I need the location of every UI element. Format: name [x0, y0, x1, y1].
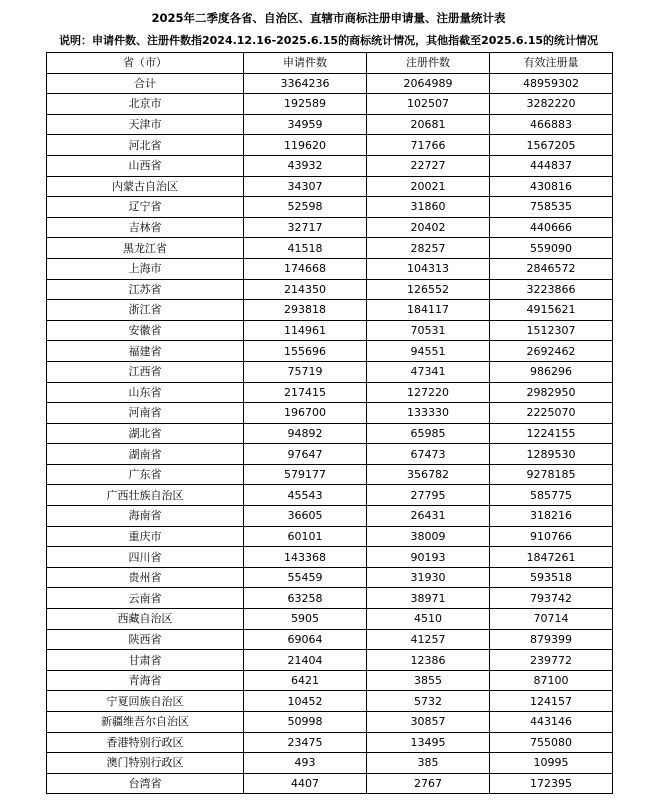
column-header-region: 省（市）	[47, 53, 244, 74]
table-row	[47, 300, 613, 321]
registrations-cell: 2064989	[367, 73, 490, 94]
region-cell: 宁夏回族自治区	[47, 691, 244, 712]
table-row	[47, 732, 613, 753]
applications-cell: 192589	[244, 94, 367, 115]
registrations-cell: 133330	[367, 403, 490, 424]
valid-registrations-cell: 318216	[490, 506, 613, 527]
applications-cell: 60101	[244, 526, 367, 547]
registrations-cell: 71766	[367, 135, 490, 156]
valid-registrations-cell: 2225070	[490, 403, 613, 424]
region-cell: 甘肃省	[47, 650, 244, 671]
region-cell: 上海市	[47, 258, 244, 279]
region-cell: 海南省	[47, 506, 244, 527]
region-cell: 广西壮族自治区	[47, 485, 244, 506]
valid-registrations-cell: 2692462	[490, 341, 613, 362]
registrations-cell: 70531	[367, 320, 490, 341]
table-row	[47, 526, 613, 547]
valid-registrations-cell: 3223866	[490, 279, 613, 300]
registrations-cell: 127220	[367, 382, 490, 403]
registrations-cell: 126552	[367, 279, 490, 300]
valid-registrations-cell: 430816	[490, 176, 613, 197]
registrations-cell: 47341	[367, 361, 490, 382]
region-cell: 黑龙江省	[47, 238, 244, 259]
applications-cell: 293818	[244, 300, 367, 321]
registrations-cell: 184117	[367, 300, 490, 321]
registrations-cell: 356782	[367, 464, 490, 485]
valid-registrations-cell: 70714	[490, 609, 613, 630]
explanatory-note: 说明：申请件数、注册件数指2024.12.16-2025.6.15的商标统计情况，其他指截至2025.6.15的统计情况	[58, 34, 599, 47]
valid-registrations-cell: 879399	[490, 629, 613, 650]
table-row	[47, 279, 613, 300]
valid-registrations-cell: 2982950	[490, 382, 613, 403]
table-body	[47, 73, 613, 794]
table-header-row	[47, 53, 613, 74]
table-row	[47, 403, 613, 424]
applications-cell: 3364236	[244, 73, 367, 94]
table-row	[47, 320, 613, 341]
applications-cell: 63258	[244, 588, 367, 609]
valid-registrations-cell: 758535	[490, 197, 613, 218]
applications-cell: 55459	[244, 567, 367, 588]
region-cell: 云南省	[47, 588, 244, 609]
table-row	[47, 176, 613, 197]
table-row	[47, 155, 613, 176]
table-row	[47, 73, 613, 94]
region-cell: 西藏自治区	[47, 609, 244, 630]
table-row	[47, 609, 613, 630]
valid-registrations-cell: 1567205	[490, 135, 613, 156]
valid-registrations-cell: 172395	[490, 773, 613, 794]
applications-cell: 6421	[244, 670, 367, 691]
table-row	[47, 547, 613, 568]
valid-registrations-cell: 9278185	[490, 464, 613, 485]
registrations-cell: 67473	[367, 444, 490, 465]
registrations-cell: 28257	[367, 238, 490, 259]
table-row	[47, 712, 613, 733]
region-cell: 湖北省	[47, 423, 244, 444]
applications-cell: 52598	[244, 197, 367, 218]
applications-cell: 69064	[244, 629, 367, 650]
region-cell: 台湾省	[47, 773, 244, 794]
registrations-cell: 12386	[367, 650, 490, 671]
table-row	[47, 670, 613, 691]
valid-registrations-cell: 466883	[490, 114, 613, 135]
valid-registrations-cell: 585775	[490, 485, 613, 506]
applications-cell: 45543	[244, 485, 367, 506]
region-cell: 安徽省	[47, 320, 244, 341]
registrations-cell: 38971	[367, 588, 490, 609]
applications-cell: 34307	[244, 176, 367, 197]
table-row	[47, 94, 613, 115]
table-row	[47, 629, 613, 650]
table-row	[47, 423, 613, 444]
registrations-cell: 20402	[367, 217, 490, 238]
applications-cell: 94892	[244, 423, 367, 444]
table-row	[47, 485, 613, 506]
valid-registrations-cell: 559090	[490, 238, 613, 259]
region-cell: 陕西省	[47, 629, 244, 650]
document-title: 2025年二季度各省、自治区、直辖市商标注册申请量、注册量统计表	[151, 11, 506, 25]
applications-cell: 214350	[244, 279, 367, 300]
valid-registrations-cell: 1224155	[490, 423, 613, 444]
applications-cell: 32717	[244, 217, 367, 238]
column-header-registrations: 注册件数	[367, 53, 490, 74]
registrations-cell: 90193	[367, 547, 490, 568]
valid-registrations-cell: 443146	[490, 712, 613, 733]
registrations-cell: 65985	[367, 423, 490, 444]
valid-registrations-cell: 239772	[490, 650, 613, 671]
table-row	[47, 588, 613, 609]
valid-registrations-cell: 1847261	[490, 547, 613, 568]
column-header-valid-registrations: 有效注册量	[490, 53, 613, 74]
region-cell: 吉林省	[47, 217, 244, 238]
registrations-cell: 26431	[367, 506, 490, 527]
valid-registrations-cell: 793742	[490, 588, 613, 609]
applications-cell: 155696	[244, 341, 367, 362]
region-cell: 浙江省	[47, 300, 244, 321]
registrations-cell: 385	[367, 753, 490, 774]
region-cell: 内蒙古自治区	[47, 176, 244, 197]
table-row	[47, 567, 613, 588]
valid-registrations-cell: 440666	[490, 217, 613, 238]
table-row	[47, 135, 613, 156]
region-cell: 河北省	[47, 135, 244, 156]
applications-cell: 174668	[244, 258, 367, 279]
valid-registrations-cell: 1512307	[490, 320, 613, 341]
table-row	[47, 464, 613, 485]
applications-cell: 75719	[244, 361, 367, 382]
applications-cell: 41518	[244, 238, 367, 259]
table-row	[47, 650, 613, 671]
region-cell: 山西省	[47, 155, 244, 176]
registrations-cell: 20021	[367, 176, 490, 197]
applications-cell: 97647	[244, 444, 367, 465]
region-cell: 香港特别行政区	[47, 732, 244, 753]
table-row	[47, 753, 613, 774]
table-row	[47, 341, 613, 362]
region-cell: 合计	[47, 73, 244, 94]
table-row	[47, 691, 613, 712]
applications-cell: 34959	[244, 114, 367, 135]
registrations-cell: 20681	[367, 114, 490, 135]
valid-registrations-cell: 10995	[490, 753, 613, 774]
region-cell: 重庆市	[47, 526, 244, 547]
region-cell: 贵州省	[47, 567, 244, 588]
applications-cell: 23475	[244, 732, 367, 753]
registrations-cell: 41257	[367, 629, 490, 650]
applications-cell: 4407	[244, 773, 367, 794]
applications-cell: 579177	[244, 464, 367, 485]
valid-registrations-cell: 124157	[490, 691, 613, 712]
region-cell: 天津市	[47, 114, 244, 135]
region-cell: 湖南省	[47, 444, 244, 465]
region-cell: 北京市	[47, 94, 244, 115]
region-cell: 江西省	[47, 361, 244, 382]
valid-registrations-cell: 87100	[490, 670, 613, 691]
table-row	[47, 114, 613, 135]
applications-cell: 50998	[244, 712, 367, 733]
applications-cell: 196700	[244, 403, 367, 424]
applications-cell: 21404	[244, 650, 367, 671]
applications-cell: 119620	[244, 135, 367, 156]
region-cell: 新疆维吾尔自治区	[47, 712, 244, 733]
region-cell: 青海省	[47, 670, 244, 691]
registrations-cell: 31860	[367, 197, 490, 218]
applications-cell: 10452	[244, 691, 367, 712]
valid-registrations-cell: 593518	[490, 567, 613, 588]
table-row	[47, 217, 613, 238]
region-cell: 四川省	[47, 547, 244, 568]
table-row	[47, 197, 613, 218]
table-row	[47, 506, 613, 527]
applications-cell: 43932	[244, 155, 367, 176]
registrations-cell: 5732	[367, 691, 490, 712]
registrations-cell: 2767	[367, 773, 490, 794]
valid-registrations-cell: 2846572	[490, 258, 613, 279]
valid-registrations-cell: 910766	[490, 526, 613, 547]
applications-cell: 36605	[244, 506, 367, 527]
applications-cell: 217415	[244, 382, 367, 403]
registrations-cell: 94551	[367, 341, 490, 362]
applications-cell: 493	[244, 753, 367, 774]
registrations-cell: 102507	[367, 94, 490, 115]
trademark-stats-table	[46, 52, 613, 794]
valid-registrations-cell: 4915621	[490, 300, 613, 321]
table-row	[47, 361, 613, 382]
valid-registrations-cell: 444837	[490, 155, 613, 176]
region-cell: 山东省	[47, 382, 244, 403]
valid-registrations-cell: 3282220	[490, 94, 613, 115]
registrations-cell: 31930	[367, 567, 490, 588]
region-cell: 澳门特别行政区	[47, 753, 244, 774]
valid-registrations-cell: 755080	[490, 732, 613, 753]
registrations-cell: 13495	[367, 732, 490, 753]
registrations-cell: 3855	[367, 670, 490, 691]
table-row	[47, 258, 613, 279]
column-header-applications: 申请件数	[244, 53, 367, 74]
valid-registrations-cell: 1289530	[490, 444, 613, 465]
table-row	[47, 238, 613, 259]
registrations-cell: 30857	[367, 712, 490, 733]
valid-registrations-cell: 48959302	[490, 73, 613, 94]
applications-cell: 114961	[244, 320, 367, 341]
registrations-cell: 4510	[367, 609, 490, 630]
registrations-cell: 38009	[367, 526, 490, 547]
registrations-cell: 104313	[367, 258, 490, 279]
table-row	[47, 773, 613, 794]
applications-cell: 143368	[244, 547, 367, 568]
region-cell: 福建省	[47, 341, 244, 362]
table-row	[47, 382, 613, 403]
region-cell: 江苏省	[47, 279, 244, 300]
region-cell: 河南省	[47, 403, 244, 424]
valid-registrations-cell: 986296	[490, 361, 613, 382]
region-cell: 广东省	[47, 464, 244, 485]
registrations-cell: 27795	[367, 485, 490, 506]
registrations-cell: 22727	[367, 155, 490, 176]
region-cell: 辽宁省	[47, 197, 244, 218]
table-row	[47, 444, 613, 465]
applications-cell: 5905	[244, 609, 367, 630]
